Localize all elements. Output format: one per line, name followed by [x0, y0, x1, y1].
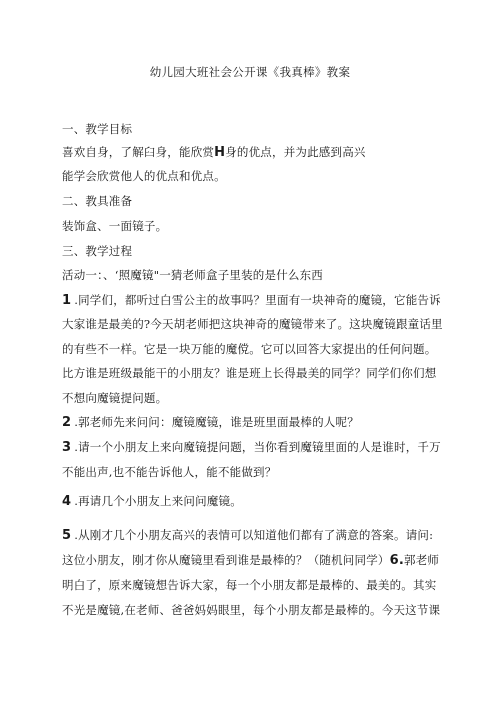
list-item-1-line — [62, 292, 462, 308]
list-item-2-line — [62, 414, 462, 430]
text-segment: 这位小朋友，刚才你从魔镜里看到谁是最棒的？（随机问同学） — [62, 553, 390, 567]
list-number: 3 — [62, 440, 72, 455]
section-heading-materials: 二、教具准备 — [62, 194, 133, 208]
text-segment: .郭老师先来问问：魔镜魔镜，谁是班里面最棒的人呢？ — [74, 415, 359, 429]
activity-heading: 活动一：、‘照魔镜"一猜老师盒子里装的是什么东西 — [62, 268, 323, 282]
list-number: 1 — [62, 293, 72, 308]
list-number: 5 — [62, 528, 72, 543]
list-item-3-line — [62, 439, 462, 455]
paragraph-line: 能学会欣赏他人的优点和优点。 — [62, 169, 226, 183]
list-item-4-line — [62, 493, 462, 509]
list-number: 4 — [62, 494, 72, 509]
document-title: 幼儿园大班社会公开课《我真棒》教案 — [149, 65, 351, 79]
paragraph-line: 不能出声,也不能告诉他人，能不能做到？ — [62, 465, 277, 479]
list-number: 2 — [62, 415, 72, 430]
list-item-5-line — [62, 527, 462, 543]
paragraph-line: 明白了，原来魔镜想告诉大家，每一个小朋友都是最棒的、最美的。其实 — [62, 578, 437, 592]
text-segment: 6. — [389, 553, 404, 568]
paragraph-line — [62, 144, 462, 160]
text-segment: .请一个小朋友上来向魔镜提问题，当你看到魔镜里面的人是谁时，千万 — [74, 440, 441, 454]
paragraph-line: 的有些不一样。它是一块万能的魔傥。它可以回答大家提出的任何问题。 — [62, 342, 437, 356]
text-segment: 身的优点，并为此感到高兴 — [225, 145, 366, 159]
text-segment: .从刚才几个小朋友高兴的表情可以知道他们都有了满意的答案。请问: — [74, 528, 434, 542]
text-segment: .再请几个小朋友上来问问魔镜。 — [74, 494, 242, 508]
text-segment: .同学们，都听过白雪公主的故事吗？里面有一块神奇的魔镜，它能告诉 — [74, 293, 441, 307]
paragraph-line: 不光是魔镜,在老师、爸爸妈妈眼里，每个小朋友都是最棒的。今天这节课 — [62, 603, 441, 617]
paragraph-line — [62, 552, 462, 568]
text-segment: H — [214, 145, 226, 160]
text-segment: 郭老师 — [404, 553, 440, 567]
text-segment: 喜欢自身，了解臼身，能欣赏 — [62, 145, 215, 159]
paragraph-line: 大家谁是最美的?今天胡老师把这块神奇的魔镜带来了。这块魔镜跟童话里 — [62, 317, 443, 331]
section-heading-objectives: 一、教学目标 — [62, 122, 133, 136]
paragraph-line: 装饰盒、一面镜子。 — [62, 219, 168, 233]
paragraph-line: 比方谁是班级最能干的小朋友？谁是班上长得最美的同学？同学们你们想 — [62, 366, 437, 380]
paragraph-line: 不想向魔镜提问题。 — [62, 391, 168, 405]
section-heading-process: 三、教学过程 — [62, 244, 133, 258]
